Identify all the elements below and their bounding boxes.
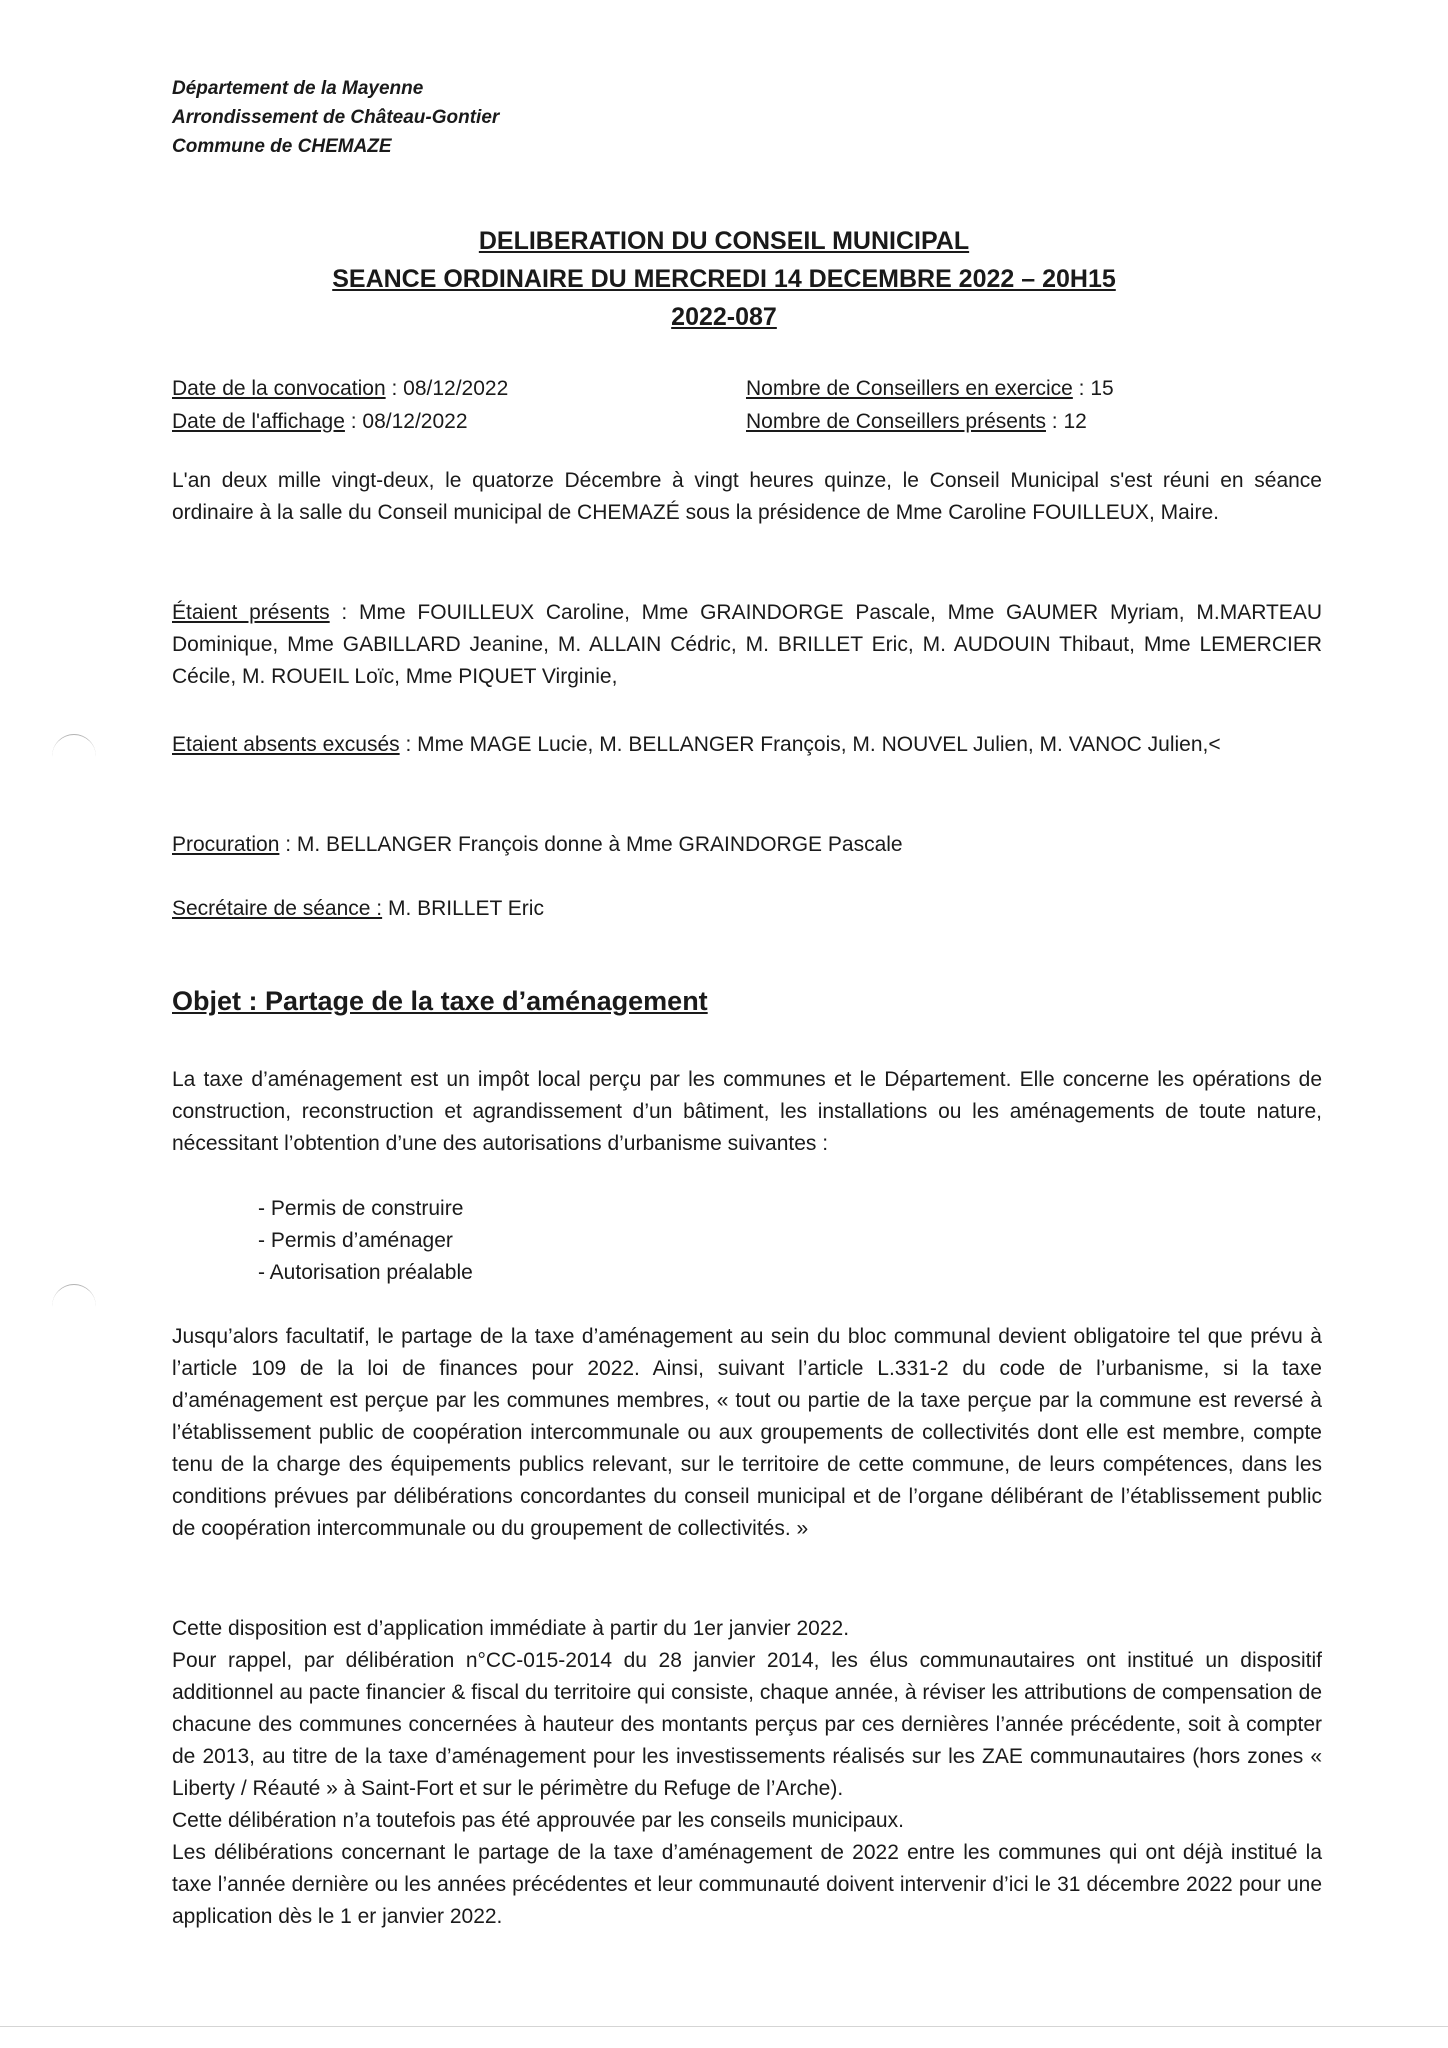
list-item: - Autorisation préalable — [258, 1261, 473, 1284]
page-bottom-edge — [0, 2026, 1448, 2027]
department-line: Département de la Mayenne — [172, 78, 424, 99]
punch-hole-mark-bottom — [52, 1284, 96, 1329]
conseillers-presents: Nombre de Conseillers présents : 12 — [746, 410, 1087, 433]
conseillers-exercice: Nombre de Conseillers en exercice : 15 — [746, 377, 1114, 400]
title-number: 2022-087 — [671, 303, 777, 331]
secretaire-text: M. BRILLET Eric — [382, 897, 544, 920]
paragraph-partage-obligatoire: Jusqu’alors facultatif, le partage de la taxe d’aménagement au sein du bloc communal devient obligatoire tel que prévu à l’article 109 de la loi de finances pour 2022. Ainsi, suivant l’article L.331-2 du code de l’urbanisme, si la taxe d’aménagement est perçue par les communes membres, « tout ou partie de la taxe perçue par la commune est reversé à l’établissement public de coopération intercommunale ou aux groupements de collectivités dont elle est membre, compte tenu de la charge des équipements publics relevant, sur le territoire de cette commune, de leurs compétences, dans les conditions prévues par délibérations concordantes du conseil municipal et de l’organe délibérant de l’établissement public de coopération intercommunale ou du groupement de collectivités. » — [172, 1325, 1322, 1540]
title-seance: SEANCE ORDINAIRE DU MERCREDI 14 DECEMBRE 2022 – 20H15 — [332, 265, 1116, 293]
procuration-text: : M. BELLANGER François donne à Mme GRAINDORGE Pascale — [279, 833, 903, 856]
autorisations-list — [258, 1193, 473, 1289]
intro-paragraph: L'an deux mille vingt-deux, le quatorze Décembre à vingt heures quinze, le Conseil Municipal s'est réuni en séance ordinaire à la salle du Conseil municipal de CHEMAZÉ sous la présidence de Mme Caroline FOUILLEUX, Maire. — [172, 469, 1322, 524]
commune-line: Commune de CHEMAZE — [172, 136, 392, 157]
absents-list: : Mme MAGE Lucie, M. BELLANGER François, M. NOUVEL Julien, M. VANOC Julien,< — [399, 733, 1221, 756]
punch-hole-mark-top — [52, 734, 96, 779]
absents-paragraph — [172, 729, 1322, 761]
affichage-date: Date de l'affichage : 08/12/2022 — [172, 410, 468, 433]
list-item: - Permis de construire — [258, 1197, 464, 1220]
title-deliberation: DELIBERATION DU CONSEIL MUNICIPAL — [478, 227, 970, 255]
echeance-line: Les délibérations concernant le partage de la taxe d’aménagement de 2022 entre les communes qui ont déjà institué la taxe l’année dernière ou les années précédentes et leur communauté doivent intervenir d’ici le 31 décembre 2022 pour une application dès le 1 er janvier 2022. — [172, 1841, 1322, 1928]
administrative-header — [172, 74, 499, 161]
meta-dates — [172, 372, 508, 438]
paragraph-taxe-definition: La taxe d’aménagement est un impôt local perçu par les communes et le Département. Elle concerne les opérations de construction, reconstruction et agrandissement d’un bâtiment, les installations ou les aménagements de toute nature, nécessitant l’obtention d’une des autorisations d’urbanisme suivantes : — [172, 1068, 1322, 1155]
paragraph-disposition — [172, 1613, 1322, 1933]
objet-heading: Objet : Partage de la taxe d’aménagement — [172, 986, 708, 1016]
absents-label: Etaient absents excusés — [172, 733, 400, 756]
secretaire-paragraph — [172, 893, 1322, 925]
approbation-line: Cette délibération n’a toutefois pas été approuvée par les conseils municipaux. — [172, 1809, 904, 1832]
presents-label: Étaient présents — [172, 601, 330, 624]
meta-counts — [746, 372, 1114, 438]
rappel-line: Pour rappel, par délibération n°CC-015-2014 du 28 janvier 2014, les élus communautaires ont institué un dispositif additionnel au pacte financier & fiscal du territoire qui consiste, chaque année, à réviser les attributions de compensation de chacune des communes concernées à hauteur des montants perçus par ces dernières l’année précédente, soit à compter de 2013, au titre de la taxe d’aménagement pour les investissements réalisés sur les ZAE communautaires (hors zones « Liberty / Réauté » à Saint-Fort et sur le périmètre du Refuge de l’Arche). — [172, 1649, 1322, 1800]
procuration-paragraph — [172, 829, 1322, 861]
secretaire-label: Secrétaire de séance : — [172, 897, 383, 920]
document-title — [0, 222, 1448, 336]
disposition-line: Cette disposition est d’application immédiate à partir du 1er janvier 2022. — [172, 1617, 850, 1640]
arrondissement-line: Arrondissement de Château-Gontier — [172, 107, 500, 128]
list-item: - Permis d’aménager — [258, 1229, 453, 1252]
convocation-date: Date de la convocation : 08/12/2022 — [172, 377, 509, 400]
presents-paragraph — [172, 597, 1322, 693]
procuration-label: Procuration — [172, 833, 280, 856]
presents-list: : Mme FOUILLEUX Caroline, Mme GRAINDORGE Pascale, Mme GAUMER Myriam, M.MARTEAU Dominique, Mme GABILLARD Jeanine, M. ALLAIN Cédric, M. BRILLET Eric, M. AUDOUIN Thibaut, Mme LEMERCIER Cécile, M. ROUEIL Loïc, Mme PIQUET Virginie, — [172, 601, 1322, 688]
